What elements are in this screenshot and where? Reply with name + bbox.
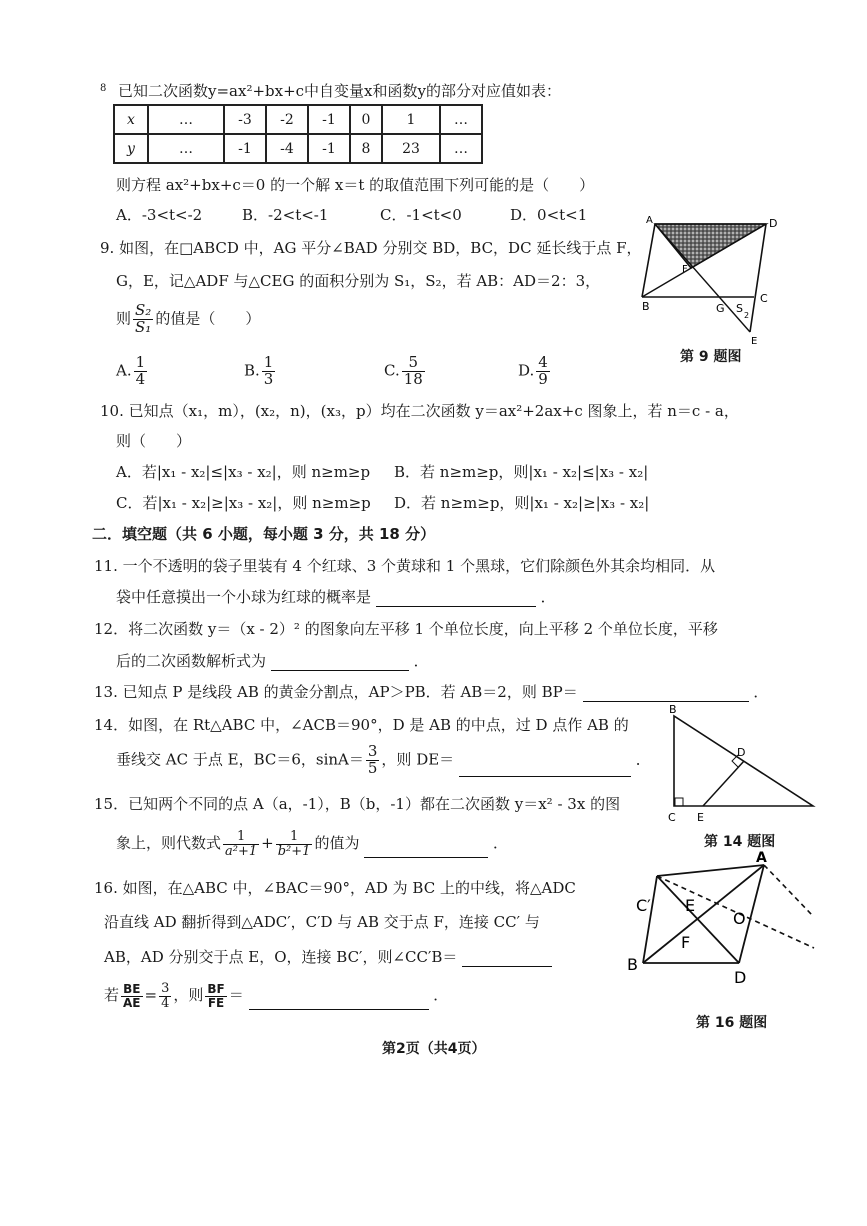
q9-option-b — [244, 355, 277, 388]
segment-c1-a — [657, 865, 764, 876]
q11-text: 袋中任意摸出一个小球为红球的概率是 — [116, 588, 372, 606]
label-e: E — [685, 896, 696, 915]
q9-line3 — [116, 303, 260, 336]
table-cell: … — [148, 134, 224, 163]
q16-figure — [620, 845, 820, 995]
q8-option-a: A．-3<t<-2 — [116, 206, 203, 224]
q8-value-table — [113, 104, 483, 164]
q14-answer-blank[interactable] — [459, 762, 631, 777]
q9-ratio-fraction — [133, 303, 153, 336]
q16-line3 — [104, 946, 552, 967]
q10-option-d: D．若 n≥m≥p，则|x₁ - x₂|≥|x₃ - x₂| — [394, 494, 650, 512]
table-cell: 0 — [350, 105, 382, 134]
label-e: E — [751, 336, 758, 347]
option-fraction — [536, 355, 550, 388]
q16-fraction-3-4 — [159, 982, 171, 1010]
q8-number: 8 — [100, 83, 107, 94]
q8-option-d: D．0<t<1 — [510, 206, 588, 224]
q14-line2 — [116, 744, 651, 777]
q16-text: AB，AD 分别交于点 E，O，连接 BC′，则∠CC′B＝ — [104, 948, 458, 966]
table-cell: -1 — [308, 134, 350, 163]
q9-line1: 9. 如图，在□ABCD 中，AG 平分∠BAD 分别交 BD，BC，DC 延长线于点 F， — [100, 239, 642, 257]
fraction-denominator: S₁ — [135, 317, 152, 336]
q9-line3-post: 的值是（ ） — [155, 309, 261, 328]
table-cell: y — [114, 134, 148, 163]
q16-fraction-bf-fe — [205, 983, 226, 1009]
label-o: O — [733, 909, 746, 928]
table-cell: x — [114, 105, 148, 134]
q16-angle-answer-blank[interactable] — [462, 952, 552, 967]
period: ． — [433, 986, 449, 1005]
fraction-numerator: 4 — [538, 353, 548, 371]
q15-text-pre: 象上，则代数式 — [116, 834, 222, 853]
fraction-denominator: AE — [123, 995, 141, 1010]
label-s2-sub: 2 — [744, 311, 750, 320]
q10-option-b: B．若 n≥m≥p，则|x₁ - x₂|≤|x₃ - x₂| — [394, 463, 649, 481]
q10-option-a: A．若|x₁ - x₂|≤|x₃ - x₂|，则 n≥m≥p — [116, 463, 371, 481]
q15-line2 — [116, 830, 508, 858]
q8-stem: 已知二次函数y=ax²+bx+c中自变量x和函数y的部分对应值如表： — [118, 82, 561, 100]
q9-figure — [636, 210, 796, 350]
period: ． — [493, 834, 509, 853]
fraction-denominator: 3 — [263, 369, 274, 388]
period: ． — [635, 750, 651, 769]
q16-text-pre: 若 — [104, 986, 120, 1005]
q9-option-d — [518, 355, 552, 388]
fraction-numerator: 1 — [263, 353, 274, 371]
fraction-numerator: BF — [207, 982, 225, 997]
fraction-denominator: 9 — [538, 369, 548, 388]
segment-de — [703, 761, 744, 806]
q10-line1: 10. 已知点（x₁，m），(x₂，n)，(x₃，p）均在二次函数 y＝ax²+2ax+c 图象上，若 n＝c - a， — [100, 402, 739, 420]
table-cell: -4 — [266, 134, 308, 163]
section-heading-fill-in: 二．填空题（共 6 小题，每小题 3 分，共 18 分） — [92, 525, 436, 543]
period: ． — [753, 683, 769, 701]
label-c: C — [668, 811, 676, 824]
option-fraction — [262, 355, 276, 388]
fraction-numerator: BE — [121, 983, 142, 997]
label-s2: S — [736, 302, 743, 315]
q14-figure — [664, 700, 824, 825]
fraction-denominator: a²+1 — [225, 843, 258, 859]
shaded-triangle-adf — [655, 224, 766, 268]
q14-sin-fraction — [366, 744, 380, 777]
q11-line2 — [116, 586, 556, 607]
label-d: D — [734, 968, 747, 987]
fraction-denominator: FE — [207, 995, 225, 1010]
table-cell: … — [148, 105, 224, 134]
q16-text-post: ＝ — [228, 986, 244, 1005]
label-a: A — [756, 850, 767, 866]
q8-question: 则方程 ax²+bx+c＝0 的一个解 x＝t 的取值范围下列可能的是（ ） — [116, 176, 595, 194]
fraction-numerator: S₂ — [135, 301, 152, 319]
q16-ratio-answer-blank[interactable] — [249, 995, 429, 1010]
q10-option-c: C．若|x₁ - x₂|≥|x₃ - x₂|，则 n≥m≥p — [116, 494, 371, 512]
q15-fraction-b — [276, 830, 313, 858]
fraction-denominator: 5 — [367, 758, 378, 777]
fraction-numerator: 3 — [161, 981, 170, 996]
option-label: B. — [244, 361, 260, 380]
q12-answer-blank[interactable] — [271, 656, 409, 671]
q12-line1: 12．将二次函数 y＝（x - 2）² 的图象向左平移 1 个单位长度，向上平移 2 个单位长度，平移 — [94, 620, 718, 638]
fraction-denominator: 4 — [161, 995, 170, 1011]
table-row — [114, 134, 482, 163]
label-g: G — [716, 302, 725, 315]
q8-option-b: B．-2<t<-1 — [242, 206, 329, 224]
period: ． — [540, 588, 556, 606]
table-cell: -3 — [224, 105, 266, 134]
q11-line1: 11. 一个不透明的袋子里装有 4 个红球、3 个黄球和 1 个黑球，它们除颜色外其余均相同．从 — [94, 557, 716, 575]
q15-fraction-a — [223, 830, 259, 858]
q9-figure-caption: 第 9 题图 — [680, 349, 742, 365]
q14-figure-caption: 第 14 题图 — [704, 834, 776, 850]
q16-line2: 沿直线 AD 翻折得到△ADC′，C′D 与 AB 交于点 F，连接 CC′ 与 — [104, 913, 540, 931]
plus-sign: + — [261, 834, 274, 853]
label-c-prime: C′ — [636, 896, 651, 915]
table-cell: … — [440, 105, 482, 134]
q16-figure-caption: 第 16 题图 — [696, 1015, 768, 1031]
q9-line2: G，E，记△ADF 与△CEG 的面积分别为 S₁，S₂，若 AB：AD＝2：3， — [116, 272, 601, 290]
period: ． — [413, 652, 429, 670]
label-d: D — [769, 217, 778, 230]
q15-text-post: 的值为 — [314, 834, 360, 853]
q15-answer-blank[interactable] — [364, 843, 488, 858]
segment-c1-d — [657, 876, 739, 963]
option-label: C. — [384, 361, 400, 380]
table-cell: 1 — [382, 105, 440, 134]
fraction-numerator: 5 — [402, 355, 425, 372]
option-label: A. — [116, 361, 132, 380]
label-a: A — [646, 215, 653, 226]
option-fraction — [134, 355, 148, 388]
q16-line4 — [104, 982, 448, 1010]
fraction-numerator: 1 — [276, 830, 313, 845]
equals-sign: = — [144, 986, 158, 1005]
segment-ab — [642, 224, 655, 297]
fraction-denominator: 18 — [403, 369, 423, 388]
q16-line1: 16. 如图，在△ABC 中，∠BAC＝90°，AD 为 BC 上的中线，将△ADC — [94, 879, 576, 897]
table-cell: … — [440, 134, 482, 163]
q9-option-c — [384, 355, 427, 388]
label-e: E — [697, 811, 704, 824]
q9-option-a — [116, 355, 149, 388]
q9-line3-pre: 则 — [116, 309, 132, 328]
option-label: D. — [518, 361, 535, 380]
q12-text: 后的二次函数解析式为 — [116, 652, 267, 670]
right-angle-mark-c — [675, 798, 683, 806]
table-row — [114, 105, 482, 134]
label-b: B — [669, 703, 677, 716]
q11-answer-blank[interactable] — [376, 592, 536, 607]
q14-text-post: ，则 DE＝ — [381, 750, 455, 769]
table-cell: 23 — [382, 134, 440, 163]
label-f: F — [682, 264, 688, 275]
table-cell: -1 — [224, 134, 266, 163]
fraction-denominator: b²+1 — [277, 843, 311, 859]
q12-line2 — [116, 650, 429, 671]
q15-line1: 15．已知两个不同的点 A（a，-1），B（b，-1）都在二次函数 y＝x² - 3x 的图 — [94, 795, 621, 813]
q16-fraction-be-ae — [121, 983, 142, 1009]
dashed-a-c — [764, 865, 812, 915]
table-cell: 8 — [350, 134, 382, 163]
fraction-numerator: 3 — [367, 742, 378, 760]
q14-text-pre: 垂线交 AC 于点 E，BC＝6，sinA＝ — [116, 750, 364, 769]
label-d: D — [737, 746, 746, 759]
table-cell: -1 — [308, 105, 350, 134]
label-b: B — [627, 955, 638, 974]
q8-option-c: C．-1<t<0 — [380, 206, 462, 224]
q10-line2: 则（ ） — [116, 432, 192, 450]
label-b: B — [642, 300, 650, 313]
fraction-numerator: 1 — [135, 353, 146, 371]
q14-line1: 14．如图，在 Rt△ABC 中，∠ACB＝90°，D 是 AB 的中点，过 D 点作 AB 的 — [94, 716, 629, 734]
fraction-denominator: 4 — [135, 369, 146, 388]
q13-text: 13. 已知点 P 是线段 AB 的黄金分割点，AP＞PB．若 AB＝2，则 BP＝ — [94, 683, 578, 701]
q13-line — [94, 681, 768, 702]
label-f: F — [681, 933, 691, 952]
segment-de — [750, 224, 766, 332]
table-cell: -2 — [266, 105, 308, 134]
page-footer: 第2页（共4页） — [382, 1041, 486, 1057]
segment-c1-b — [643, 876, 657, 963]
label-c: C — [760, 292, 768, 305]
option-fraction — [402, 355, 425, 388]
fraction-numerator: 1 — [223, 830, 259, 845]
q16-text-mid: ，则 — [173, 986, 204, 1005]
